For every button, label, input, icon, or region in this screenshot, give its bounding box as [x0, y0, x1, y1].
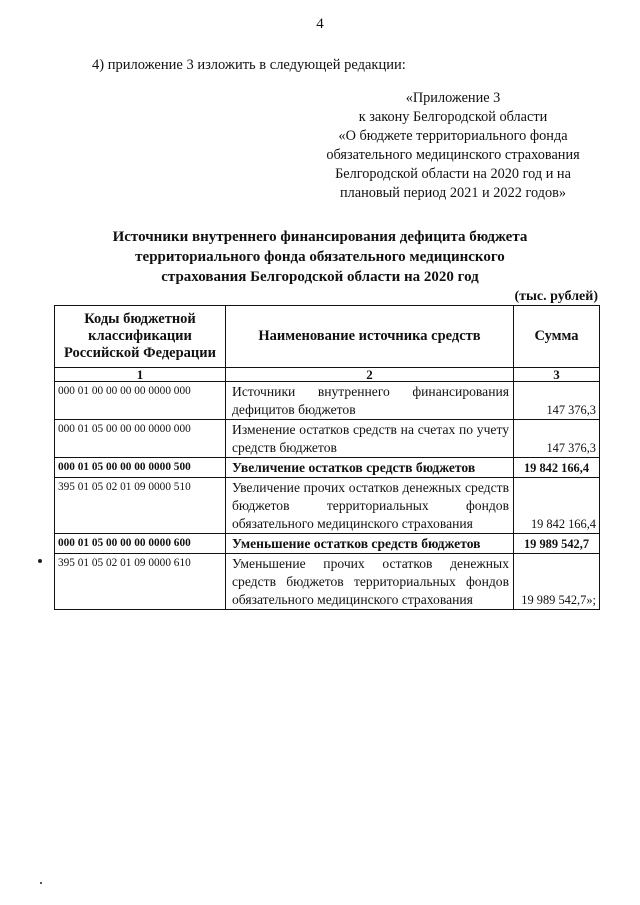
table-row [55, 458, 600, 478]
budget-code: 000 01 05 00 00 00 0000 600 [55, 534, 226, 554]
source-name: Увеличение прочих остатков денежных средств бюджетов территориальных фондов обязательного медицинского страхования [226, 478, 514, 534]
table-row [55, 478, 600, 534]
annex-line: «Приложение 3 [405, 90, 501, 106]
table-row [55, 554, 600, 610]
title-line: Источники внутреннего финансирования дефицита бюджета [112, 229, 528, 245]
budget-code: 395 01 05 02 01 09 0000 510 [55, 478, 226, 534]
document-title [90, 227, 550, 287]
units-label: (тыс. рублей) [514, 289, 598, 304]
scan-dot-mark [40, 882, 42, 884]
source-name: Изменение остатков средств на счетах по учету средств бюджетов [226, 420, 514, 458]
scan-dot-mark [38, 559, 42, 563]
amount: 19 842 166,4 [514, 478, 600, 534]
source-name: Источники внутреннего финансирования дефицитов бюджетов [226, 382, 514, 420]
source-name: Уменьшение прочих остатков денежных средств бюджетов территориальных фондов обязательного медицинского страхования [226, 554, 514, 610]
intro-text: 4) приложение 3 изложить в следующей редакции: [92, 57, 406, 73]
budget-code: 000 01 05 00 00 00 0000 000 [55, 420, 226, 458]
budget-code: 000 01 00 00 00 00 0000 000 [55, 382, 226, 420]
column-number: 2 [226, 368, 514, 382]
source-name: Увеличение остатков средств бюджетов [226, 458, 514, 478]
amount: 19 989 542,7»; [514, 554, 600, 610]
header-amount: Сумма [514, 306, 600, 368]
header-codes: Коды бюджетной классификации Российской Федерации [55, 306, 226, 368]
table-row [55, 420, 600, 458]
annex-line: обязательного медицинского страхования [326, 147, 580, 163]
annex-header [318, 89, 588, 203]
header-source-name: Наименование источника средств [226, 306, 514, 368]
annex-line: плановый период 2021 и 2022 годов» [339, 185, 567, 201]
financing-sources-table [54, 305, 600, 610]
column-number-row [55, 368, 600, 382]
amount: 19 842 166,4 [514, 458, 600, 478]
page-number: 4 [316, 16, 324, 32]
annex-line: Белгородской области на 2020 год и на [335, 166, 571, 182]
table-row [55, 534, 600, 554]
title-line: страхования Белгородской области на 2020 год [161, 269, 479, 285]
annex-line: «О бюджете территориального фонда [338, 128, 568, 144]
source-name: Уменьшение остатков средств бюджетов [226, 534, 514, 554]
amount: 147 376,3 [514, 420, 600, 458]
annex-line: к закону Белгородской области [358, 109, 548, 125]
amount: 19 989 542,7 [514, 534, 600, 554]
budget-code: 000 01 05 00 00 00 0000 500 [55, 458, 226, 478]
amount: 147 376,3 [514, 382, 600, 420]
budget-code: 395 01 05 02 01 09 0000 610 [55, 554, 226, 610]
table-row [55, 382, 600, 420]
column-number: 1 [55, 368, 226, 382]
title-line: территориального фонда обязательного медицинского [135, 249, 505, 265]
column-number: 3 [514, 368, 600, 382]
